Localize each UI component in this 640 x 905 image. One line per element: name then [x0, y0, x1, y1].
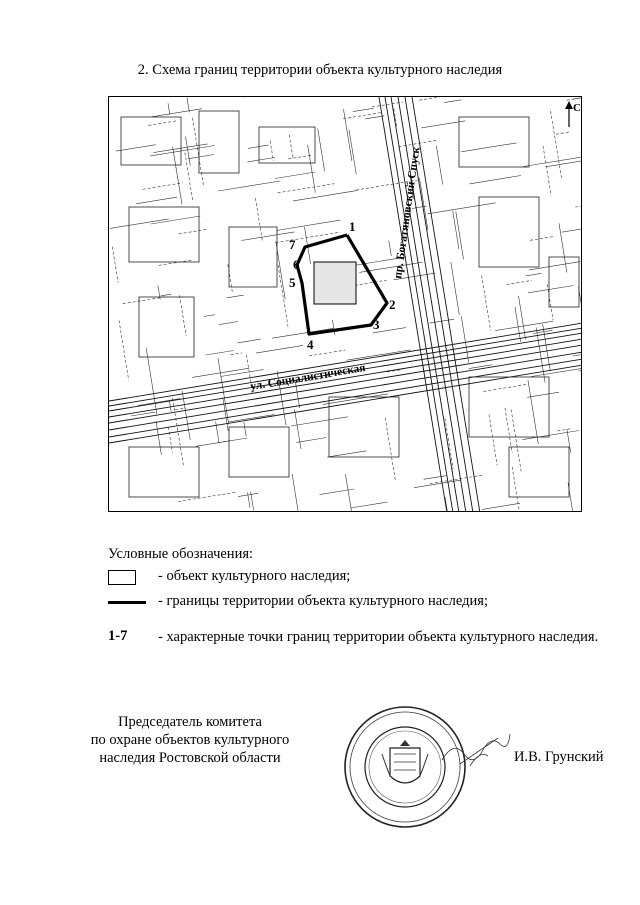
page-title: 2. Схема границ территории объекта культурного наследия — [137, 62, 503, 78]
legend-item-points — [108, 628, 600, 676]
legend-title: Условные обозначения: — [108, 546, 254, 562]
signatory-line: по охране объектов культурного — [90, 732, 290, 748]
boundary-point-label: 1 — [349, 219, 356, 234]
handwritten-signature — [440, 730, 512, 770]
boundary-point-label: 7 — [289, 237, 296, 252]
street-label-avenue: пр. Богатяновский Спуск — [392, 146, 423, 280]
street-label-main: ул. Социалистическая — [249, 361, 367, 393]
north-marker-label: С — [573, 102, 581, 114]
boundary-point-label: 3 — [373, 317, 380, 332]
signatory-title — [70, 713, 310, 767]
boundary-point-label: 6 — [293, 257, 300, 272]
legend-symbol-range: 1-7 — [108, 628, 128, 644]
signatory-line: Председатель комитета — [118, 714, 262, 730]
legend-item-text: - объект культурного наследия; — [158, 568, 351, 584]
boundary-point-label: 4 — [307, 337, 314, 352]
heritage-building — [314, 262, 356, 304]
signatory-line: наследия Ростовской области — [99, 750, 281, 766]
legend-item-text: - границы территории объекта культурного наследия; — [158, 593, 488, 609]
legend-item-text: - характерные точки границ территории объекта культурного наследия. — [158, 629, 599, 645]
legend-symbol-line — [108, 601, 146, 604]
legend-symbol-box — [108, 570, 136, 585]
signer-name: И.В. Грунский — [514, 749, 604, 765]
site-plan-map — [108, 96, 582, 512]
boundary-point-label: 2 — [389, 297, 396, 312]
street-corridor-horizontal — [109, 323, 582, 443]
boundary-point-label: 5 — [289, 275, 296, 290]
